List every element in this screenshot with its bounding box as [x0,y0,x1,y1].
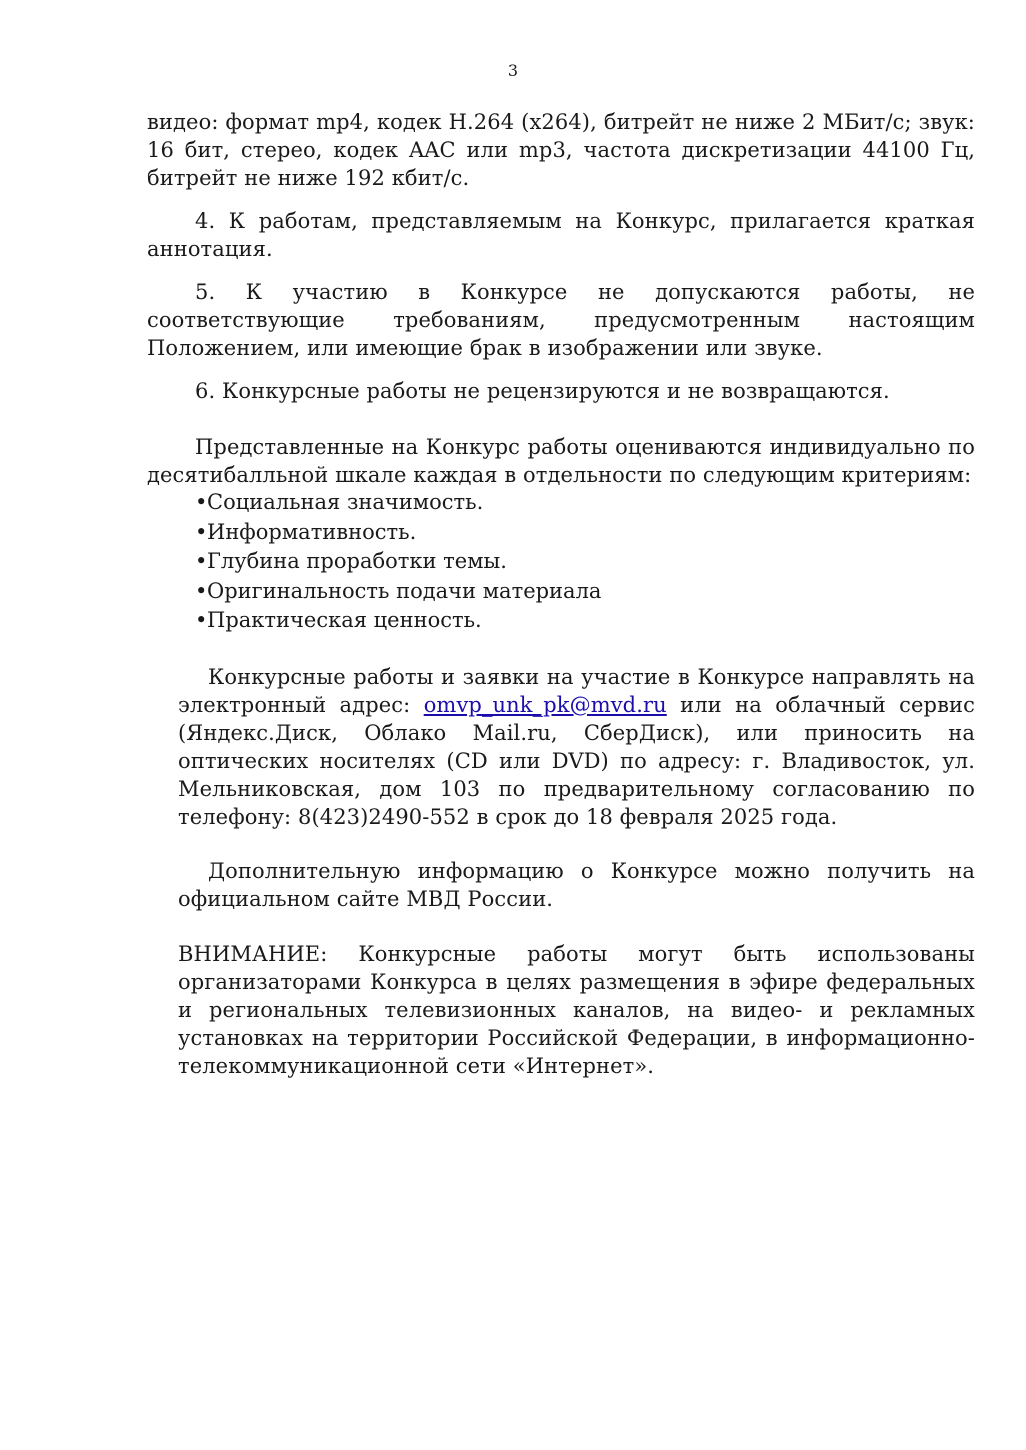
criteria-item: •Информативность. [195,518,601,548]
page-number: 3 [507,61,519,80]
paragraph-5-not-admitted: 5. К участию в Конкурсе не допускаются работы, не соответствующие требованиям, предусмотренным настоящим Положением, или имеющие брак в изображении или звуке. [147,280,975,360]
bullet-icon: • [195,519,208,544]
paragraph-attention: ВНИМАНИЕ: Конкурсные работы могут быть использованы организаторами Конкурса в целях размещения в эфире федеральных и региональных телевизионных каналов, на видео- и рекламных установках на территории Российской Федерации, в информационно-телекоммуникационной сети «Интернет». [178,942,975,1078]
paragraph-video-specs: видео: формат mp4, кодек H.264 (x264), битрейт не ниже 2 МБит/с; звук: 16 бит, стерео, кодек AAC или mp3, частота дискретизации 44100 Гц, битрейт не ниже 192 кбит/с. [147,110,975,190]
criteria-item: •Оригинальность подачи материала [195,577,601,607]
paragraph-submission: Конкурсные работы и заявки на участие в Конкурсе направлять на электронный адрес: omvp_unk_pk@mvd.ru или на облачный сервис (Яндекс.Диск, Облако Mail.ru, СберДиск), или приносить на оптических носителях (CD или DVD) по адресу: г. Владивосток, ул. Мельниковская, дом 103 по предварительному согласованию по телефону: 8(423)2490-552 в срок до 18 февраля 2025 года. [178,665,975,829]
paragraph-evaluation: Представленные на Конкурс работы оцениваются индивидуально по десятибалльной шкале каждая в отдельности по следующим критериям: [147,435,975,487]
paragraph-4-annotation: 4. К работам, представляемым на Конкурс, прилагается краткая аннотация. [147,209,975,261]
criteria-list [195,488,601,636]
bullet-icon: • [195,490,208,514]
email-link[interactable]: omvp_unk_pk@mvd.ru [423,693,667,717]
paragraph-additional-info: Дополнительную информацию о Конкурсе можно получить на официальном сайте МВД России. [178,859,975,911]
bullet-icon: • [195,549,208,573]
criteria-item: •Социальная значимость. [195,488,601,518]
criteria-item: •Практическая ценность. [195,606,601,636]
bullet-icon: • [195,608,208,632]
paragraph-6-not-returned: 6. Конкурсные работы не рецензируются и не возвращаются. [195,379,890,403]
criteria-item: •Глубина проработки темы. [195,547,601,577]
bullet-icon: • [195,578,208,603]
